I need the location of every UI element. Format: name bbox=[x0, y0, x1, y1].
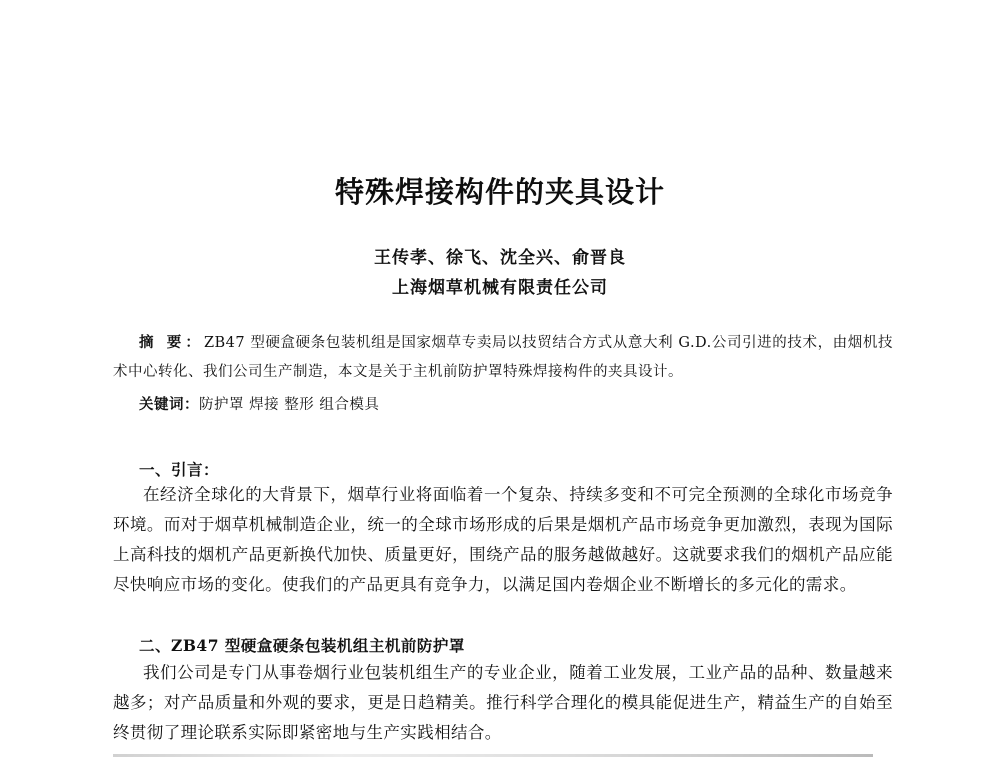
section-body-guard: 我们公司是专门从事卷烟行业包装机组生产的专业企业，随着工业发展，工业产品的品种、数量越来越多；对产品质量和外观的要求，更是日趋精美。推行科学合理化的模具能促进生产，精益生产的自始至终贯彻了理论联系实际即紧密地与生产实践相结合。 bbox=[113, 663, 893, 742]
abstract-label: 摘 要： bbox=[139, 334, 204, 351]
paper-title: 特殊焊接构件的夹具设计 bbox=[334, 175, 665, 209]
keywords-label: 关键词： bbox=[139, 396, 199, 413]
section-heading-introduction: 一、引言： bbox=[139, 460, 220, 479]
scan-bottom-rule bbox=[113, 754, 873, 757]
abstract-paragraph bbox=[113, 328, 893, 387]
keywords-line bbox=[139, 393, 899, 414]
section-heading-guard: 二、ZB47 型硬盒硬条包装机组主机前防护罩 bbox=[139, 636, 465, 655]
paper-authors: 王传孝、徐飞、沈全兴、俞晋良 bbox=[374, 248, 626, 268]
abstract-text: ZB47 型硬盒硬条包装机组是国家烟草专卖局以技贸结合方式从意大利 G.D.公司引进的技术，由烟机技术中心转化、我们公司生产制造，本文是关于主机前防护罩特殊焊接构件的夹具设计。 bbox=[113, 335, 893, 380]
keywords-text: 防护罩 焊接 整形 组合模具 bbox=[199, 397, 380, 413]
paper-affiliation: 上海烟草机械有限责任公司 bbox=[392, 278, 608, 298]
section-body-introduction: 在经济全球化的大背景下，烟草行业将面临着一个复杂、持续多变和不可完全预测的全球化市场竞争环境。而对于烟草机械制造企业，统一的全球市场形成的后果是烟机产品市场竞争更加激烈，表现为国际上高科技的烟机产品更新换代加快、质量更好，围绕产品的服务越做越好。这就要求我们的烟机产品应能尽快响应市场的变化。使我们的产品更具有竞争力，以满足国内卷烟企业不断增长的多元化的需求。 bbox=[113, 485, 893, 594]
